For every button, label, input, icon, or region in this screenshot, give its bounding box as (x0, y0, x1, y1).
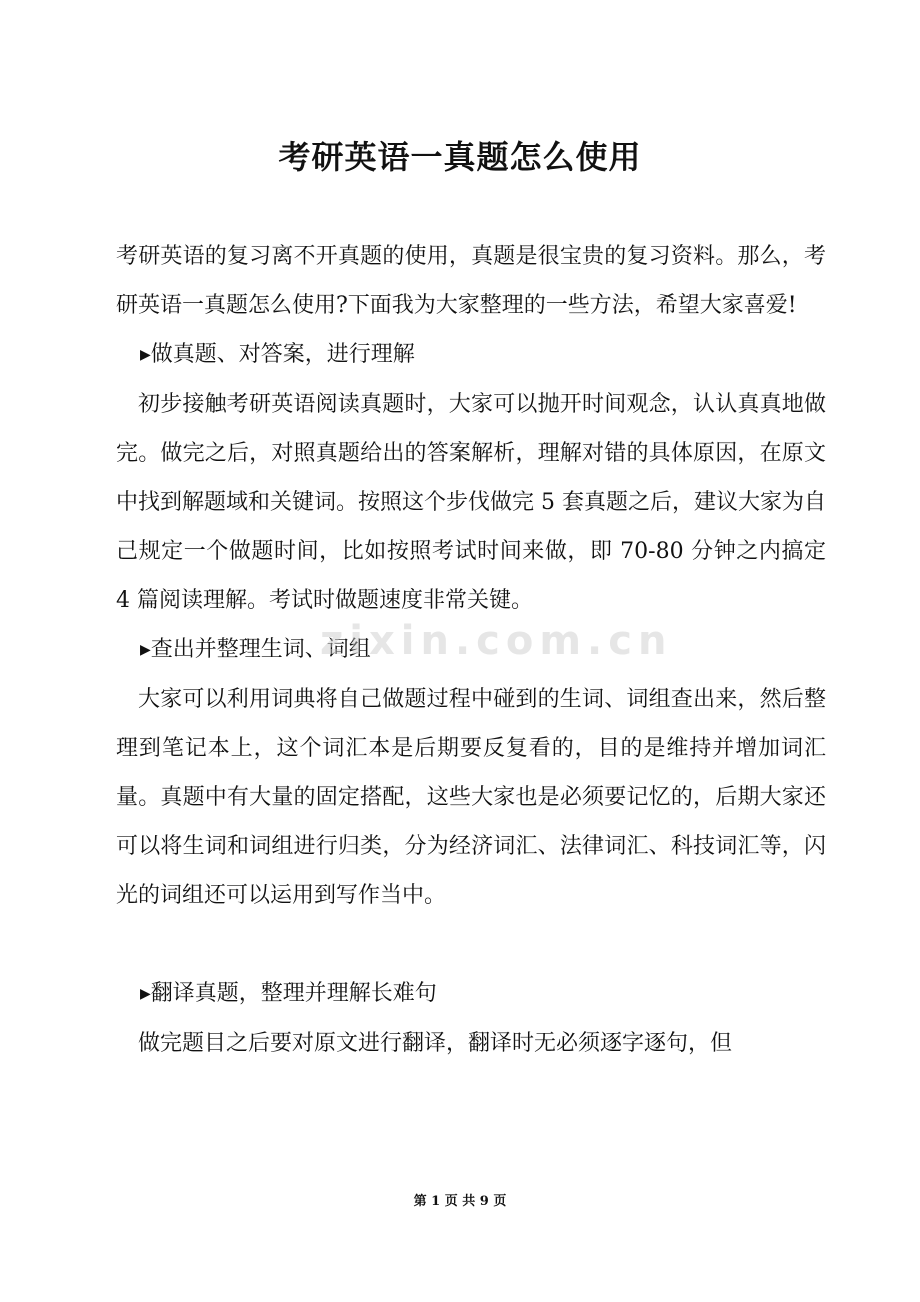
section-paragraph: 大家可以利用词典将自己做题过程中碰到的生词、词组查出来，然后整理到笔记本上，这个词汇本是后期要反复看的，目的是维持并增加词汇量。真题中有大量的固定搭配，这些大家也是必须要记忆的，后期大家还可以将生词和词组进行归类，分为经济词汇、法律词汇、科技词汇等，闪光的词组还可以运用到写作当中。 (116, 687, 826, 908)
section-heading (116, 330, 826, 380)
section-heading-text: 做真题、对答案，进行理解 (150, 342, 415, 367)
section-heading (116, 625, 826, 675)
page-footer: 第 1 页 共 9 页 (413, 1194, 507, 1209)
triangle-bullet-icon: ▶ (140, 986, 151, 1002)
triangle-bullet-icon: ▶ (140, 347, 151, 363)
triangle-bullet-icon: ▶ (140, 642, 151, 658)
watermark: zixin.com.cn (320, 618, 673, 664)
section-heading (116, 969, 826, 1019)
intro-paragraph: 考研英语的复习离不开真题的使用，真题是很宝贵的复习资料。那么，考研英语一真题怎么使用?下面我为大家整理的一些方法，希望大家喜爱! (116, 244, 826, 318)
section-heading-text: 查出并整理生词、词组 (150, 637, 371, 662)
paragraph-spacer (116, 920, 826, 969)
section-paragraph: 初步接触考研英语阅读真题时，大家可以抛开时间观念，认认真真地做完。做完之后，对照真题给出的答案解析，理解对错的具体原因，在原文中找到解题域和关键词。按照这个步伐做完 5 套真题之后，建议大家为自己规定一个做题时间，比如按照考试时间来做，即 70-80 分钟之内搞定 4 篇阅读理解。考试时做题速度非常关键。 (116, 392, 826, 613)
section-heading-text: 翻译真题，整理并理解长难句 (150, 981, 437, 1006)
document-body (116, 232, 826, 1068)
section-paragraph: 做完题目之后要对原文进行翻译，翻译时无必须逐字逐句，但 (138, 1031, 733, 1056)
document-title: 考研英语一真题怎么使用 (278, 138, 642, 176)
